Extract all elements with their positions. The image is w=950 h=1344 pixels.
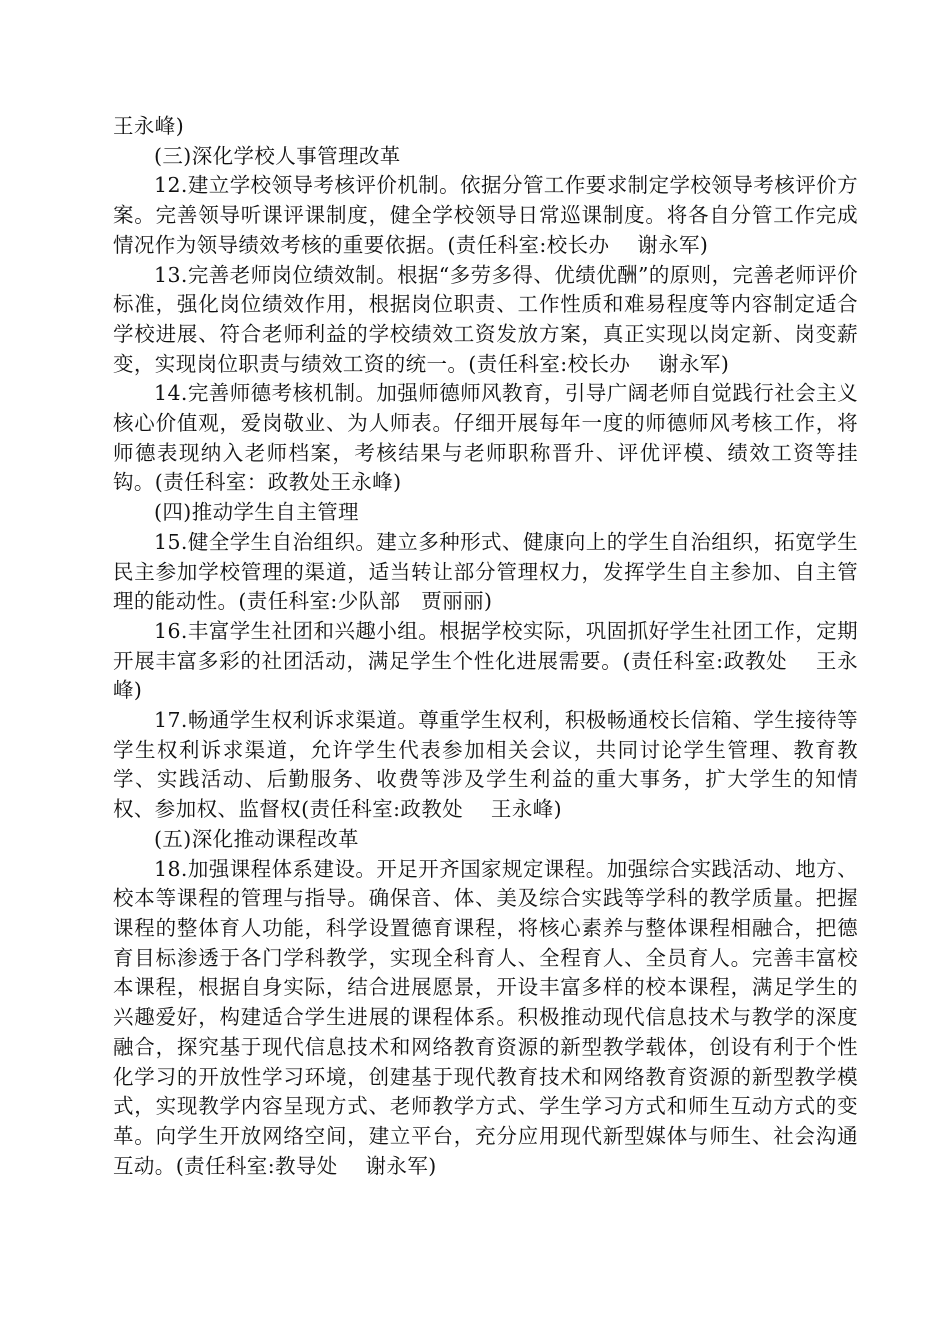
paragraph-item-13: 13.完善老师岗位绩效制。根据“多劳多得、优绩优酬”的原则，完善老师评价标准，强化岗位绩效作用，根据岗位职责、工作性质和难易程度等内容制定适合学校进展、符合老师利益的学校绩效工资发放方案，真正实现以岗定新、岗变薪变，实现岗位职责与绩效工资的统一。(责任科室:校长办 谢永军) <box>113 262 858 376</box>
section-heading-5: (五)深化推动课程改革 <box>154 826 359 851</box>
section-heading-4: (四)推动学生自主管理 <box>154 500 359 525</box>
paragraph-item-16: 16.丰富学生社团和兴趣小组。根据学校实际，巩固抓好学生社团工作，定期开展丰富多彩的社团活动，满足学生个性化进展需要。(责任科室:政教处 王永峰) <box>113 618 858 703</box>
paragraph-continuation: 王永峰) <box>113 114 185 138</box>
paragraph-item-17: 17.畅通学生权利诉求渠道。尊重学生权利，积极畅通校长信箱、学生接待等学生权利诉求渠道，允许学生代表参加相关会议，共同讨论学生管理、教育教学、实践活动、后勤服务、收费等涉及学生利益的重大事务，扩大学生的知情权、参加权、监督权(责任科室:政教处 王永峰) <box>113 708 858 822</box>
section-heading-3: (三)深化学校人事管理改革 <box>154 143 401 168</box>
paragraph-item-18: 18.加强课程体系建设。开足开齐国家规定课程。加强综合实践活动、地方、校本等课程的管理与指导。确保音、体、美及综合实践等学科的教学质量。把握课程的整体育人功能，科学设置德育课程，将核心素养与整体课程相融合，把德育目标渗透于各门学科教学，实现全科育人、全程育人、全员育人。完善丰富校本课程，根据自身实际，结合进展愿景，开设丰富多样的校本课程，满足学生的兴趣爱好，构建适合学生进展的课程体系。积极推动现代信息技术与教学的深度融合，探究基于现代信息技术和网络教育资源的新型教学载体，创设有利于个性化学习的开放性学习环境，创建基于现代教育技术和网络教育资源的新型教学模式，实现教学内容呈现方式、老师教学方式、学生学习方式和师生互动方式的变革。向学生开放网络空间，建立平台，充分应用现代新型媒体与师生、社会沟通互动。(责任科室:教导处 谢永军) <box>113 856 858 1178</box>
document-body <box>113 112 858 1181</box>
paragraph-item-12: 12.建立学校领导考核评价机制。依据分管工作要求制定学校领导考核评价方案。完善领导听课评课制度，健全学校领导日常巡课制度。将各自分管工作完成情况作为领导绩效考核的重要依据。(责任科室:校长办 谢永军) <box>113 173 858 257</box>
paragraph-item-14: 14.完善师德考核机制。加强师德师风教育，引导广阔老师自觉践行社会主义核心价值观，爱岗敬业、为人师表。仔细开展每年一度的师德师风考核工作，将师德表现纳入老师档案，考核结果与老师职称晋升、评优评模、绩效工资等挂钩。(责任科室：政教处王永峰) <box>113 381 858 495</box>
paragraph-item-15: 15.健全学生自治组织。建立多种形式、健康向上的学生自治组织，拓宽学生民主参加学校管理的渠道，适当转让部分管理权力，发挥学生自主参加、自主管理的能动性。(责任科室:少队部 贾丽丽) <box>113 529 858 614</box>
